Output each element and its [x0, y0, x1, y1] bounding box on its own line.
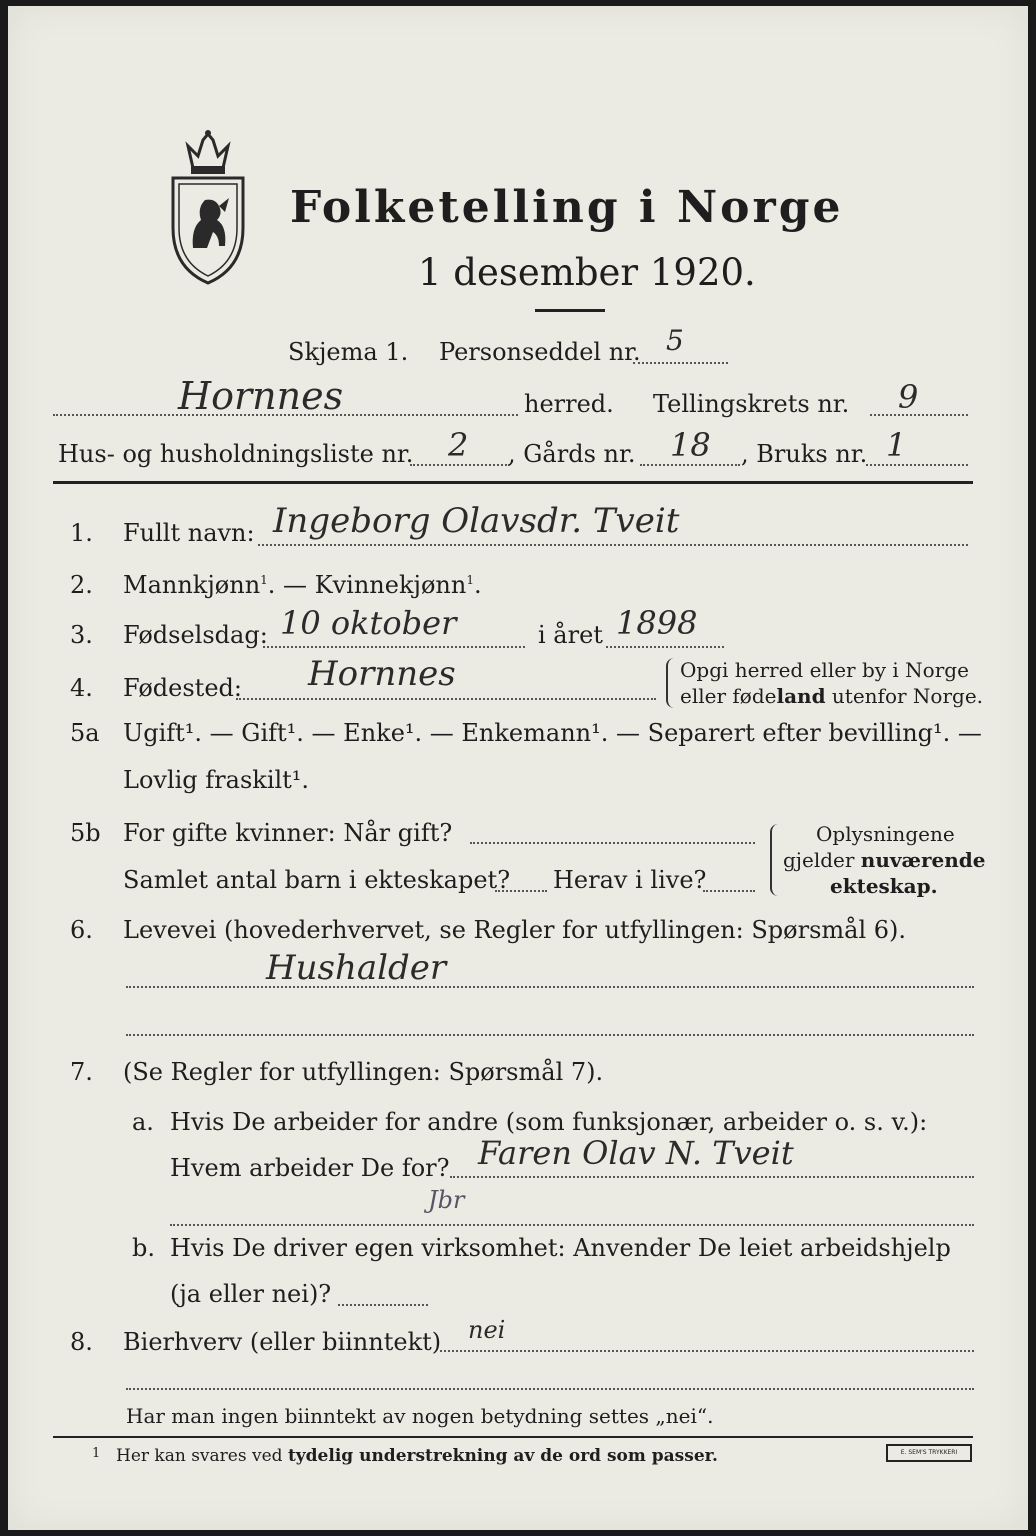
q4-number: 4.: [70, 674, 93, 702]
q3-year-value: 1898: [616, 604, 698, 642]
q5a-line2: Lovlig fraskilt¹.: [123, 766, 310, 794]
q6-number: 6.: [70, 916, 93, 944]
footnote-mark: 1: [92, 1446, 101, 1461]
herred-label: herred.: [524, 390, 614, 418]
footnote-part-b: tydelig understrekning av de ord som passer.: [287, 1446, 718, 1466]
norway-coat-of-arms-icon: [163, 128, 253, 288]
herred-value: Hornnes: [178, 374, 344, 418]
q7a-letter: a.: [132, 1108, 154, 1136]
q4-note-part-b: land: [776, 684, 826, 708]
bruks-label: , Bruks nr.: [741, 440, 868, 468]
hus-label: Hus- og husholdningsliste nr.: [58, 440, 414, 468]
q1-line: [258, 544, 968, 546]
q1-number: 1.: [70, 519, 93, 547]
q5b-note-part-a: gjelder: [783, 848, 861, 872]
q8-note: Har man ingen biinntekt av nogen betydning settes „nei“.: [126, 1404, 714, 1428]
census-date: 1 desember 1920.: [418, 251, 756, 294]
q6-value: Hushalder: [266, 948, 447, 988]
q2-number: 2.: [70, 571, 93, 599]
q3-value: 10 oktober: [280, 604, 457, 642]
q4-note-line1: Opgi herred eller by i Norge: [680, 658, 969, 682]
q4-note-part-c: utenfor Norge.: [825, 684, 984, 708]
q2-separator: . —: [267, 571, 315, 599]
hus-value: 2: [448, 426, 469, 464]
q3-year-label: i året: [538, 621, 603, 649]
census-form-page: [8, 6, 1028, 1530]
q5b-note-part-b: nuværende: [860, 848, 986, 872]
q5a-line1: Ugift¹. — Gift¹. — Enke¹. — Enkemann¹. — Separert efter bevilling¹. —: [123, 719, 982, 747]
q7a-line2: Hvem arbeider De for?: [170, 1154, 450, 1182]
q7a-line-extra: [170, 1224, 974, 1226]
q7b-line: [338, 1304, 428, 1306]
q5b-line1: For gifte kvinner: Når gift?: [123, 819, 453, 847]
title-divider: [535, 309, 605, 312]
form-title: Folketelling i Norge: [290, 182, 844, 233]
q6-line2: [126, 1034, 974, 1036]
q2-female-option: Kvinnekjønn: [314, 571, 467, 599]
q5b-alive-label: Herav i live?: [553, 866, 707, 894]
printer-stamp: E. SEM'S TRYKKERI: [886, 1444, 972, 1462]
q5b-alive-line: [703, 890, 755, 892]
q4-value: Hornnes: [308, 654, 456, 694]
q4-note-line2: [680, 684, 983, 708]
hus-line: [410, 464, 510, 466]
tellingskrets-label: Tellingskrets nr.: [653, 390, 850, 418]
q3-line: [263, 646, 525, 648]
footer-separator: [53, 1436, 973, 1438]
q7a-line: [450, 1176, 974, 1178]
q2-male-option: Mannkjønn: [123, 571, 261, 599]
q7b-line2: (ja eller nei)?: [170, 1280, 332, 1308]
q5a-number: 5a: [70, 719, 100, 747]
q3-year-line: [606, 646, 724, 648]
q3-number: 3.: [70, 621, 93, 649]
gards-label: , Gårds nr.: [508, 440, 636, 468]
q5b-note-line1: Oplysningene: [816, 822, 955, 846]
skjema-label: Skjema 1.: [288, 338, 409, 366]
q8-value: nei: [468, 1316, 506, 1344]
q4-line: [236, 698, 656, 700]
q8-label: Bierhverv (eller biinntekt): [123, 1328, 442, 1356]
personseddel-value: 5: [666, 324, 684, 357]
q7b-line1: Hvis De driver egen virksomhet: Anvender De leiet arbeidshjelp: [170, 1234, 951, 1262]
gards-value: 18: [670, 426, 711, 464]
q5b-brace: [770, 824, 780, 896]
q7a-line1: Hvis De arbeider for andre (som funksjonær, arbeider o. s. v.):: [170, 1108, 928, 1136]
q7-label: (Se Regler for utfyllingen: Spørsmål 7).: [123, 1058, 604, 1086]
q5b-note-line2: [783, 848, 986, 872]
q8-line: [440, 1350, 974, 1352]
q8-number: 8.: [70, 1328, 93, 1356]
q6-line1: [126, 986, 974, 988]
q3-label: Fødselsdag:: [123, 621, 268, 649]
q8-line2: [126, 1388, 974, 1390]
q7-number: 7.: [70, 1058, 93, 1086]
tellingskrets-value: 9: [898, 378, 919, 416]
q5b-children-label: Samlet antal barn i ekteskapet?: [123, 866, 511, 894]
personseddel-label: Personseddel nr.: [439, 338, 641, 366]
q2-options: Mannkjønn$^1$. — Kvinnekjønn$^1$.: [123, 571, 482, 599]
header-separator: [53, 481, 973, 484]
q4-brace: [666, 658, 676, 708]
tellingskrets-line: [870, 414, 968, 416]
q7b-letter: b.: [132, 1234, 155, 1262]
q7a-mark: Jbr: [428, 1186, 465, 1214]
q4-label: Fødested:: [123, 674, 242, 702]
bruks-line: [866, 464, 968, 466]
q5b-number: 5b: [70, 819, 101, 847]
bruks-value: 1: [886, 426, 907, 464]
q5b-married-line: [470, 842, 755, 844]
q7a-value: Faren Olav N. Tveit: [478, 1134, 794, 1172]
personseddel-line: [633, 362, 728, 364]
q5b-note-line3: ekteskap.: [830, 874, 938, 898]
q6-label: Levevei (hovederhvervet, se Regler for utfyllingen: Spørsmål 6).: [123, 916, 907, 944]
footnote-part-a: Her kan svares ved: [116, 1446, 288, 1466]
q2-end: .: [473, 571, 482, 599]
q4-note-part-a: eller føde: [680, 684, 777, 708]
q5b-children-line: [495, 890, 547, 892]
footnote-text: [116, 1446, 718, 1466]
q1-label: Fullt navn:: [123, 519, 255, 547]
gards-line: [640, 464, 740, 466]
q1-value: Ingeborg Olavsdr. Tveit: [273, 501, 680, 541]
